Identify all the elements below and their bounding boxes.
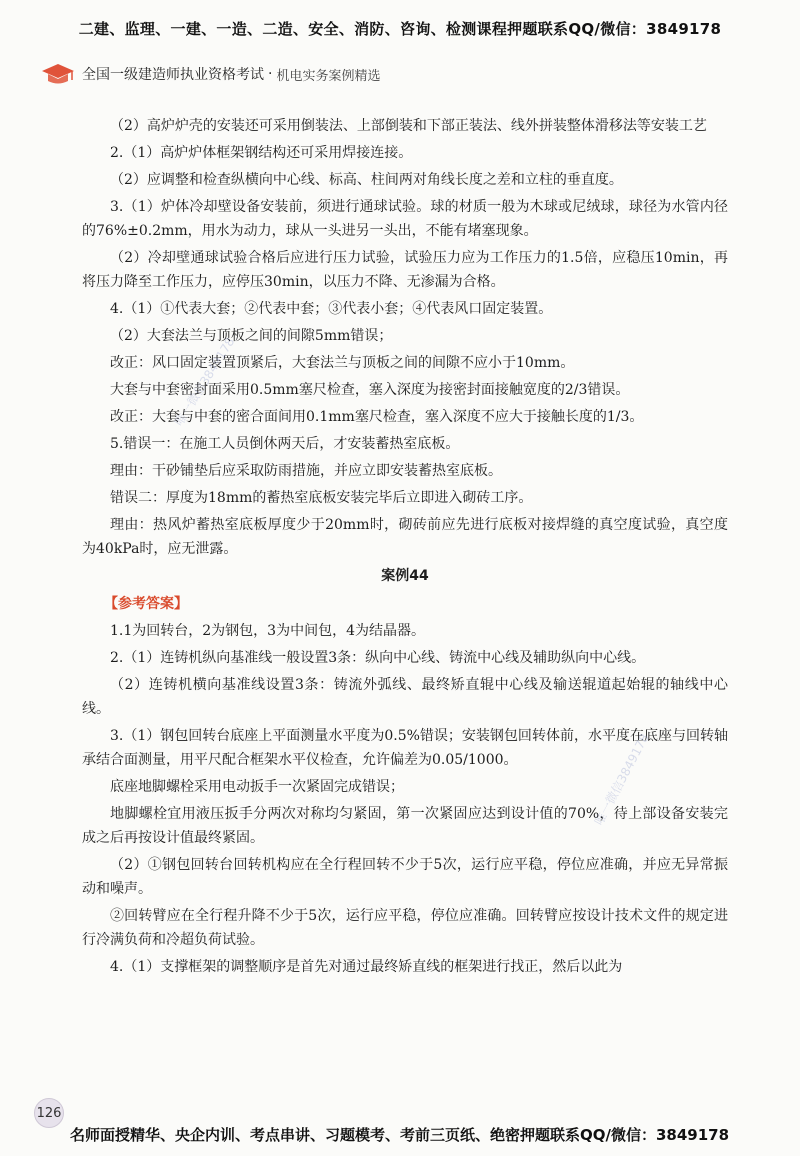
answer-paragraph: 2.（1）高炉炉体框架钢结构还可采用焊接连接。 (110, 145, 413, 161)
answer-paragraph: 大套与中套密封面采用0.5mm塞尺检查，塞入深度为接密封面接触宽度的2/3错误。 (110, 382, 630, 398)
answer-paragraph: （2）大套法兰与顶板之间的间隙5mm错误； (110, 328, 393, 344)
answer-paragraph: 理由：干砂铺垫后应采取防雨措施，并应立即安装蓄热室底板。 (110, 463, 502, 479)
reference-answer-label: 【参考答案】 (104, 596, 188, 612)
graduation-cap-icon (40, 62, 76, 86)
title-separator: · (268, 66, 273, 82)
answer-paragraph: （2）①钢包回转台回转机构应在全行程回转不少于5次，运行应平稳，停位应准确，并应无异常振动和噪声。 (82, 857, 728, 897)
answer-paragraph: 4.（1）支撑框架的调整顺序是首先对通过最终矫直线的框架进行找正，然后以此为 (110, 959, 623, 975)
answer-paragraph: 错误二：厚度为18mm的蓄热室底板安装完毕后立即进入砌砖工序。 (110, 490, 533, 506)
answer-paragraph: （2）高炉炉壳的安装还可采用倒装法、上部倒装和下部正装法、线外拼装整体滑移法等安装工艺 (110, 118, 707, 134)
answer-paragraph: 底座地脚螺栓采用电动扳手一次紧固完成错误； (110, 779, 404, 795)
page-content (82, 114, 728, 982)
answer-paragraph: 改正：大套与中套的密合面间用0.1mm塞尺检查，塞入深度不应大于接触长度的1/3。 (110, 409, 644, 425)
page-number: 126 (34, 1098, 64, 1128)
book-header (40, 62, 380, 86)
answer-paragraph: 3.（1）钢包回转台底座上平面测量水平度为0.5%错误；安装钢包回转体前，水平度在底座与回转轴承结合面测量，用平尺配合框架水平仪检查，允许偏差为0.05/1000。 (82, 728, 728, 768)
case-heading: 案例44 (381, 568, 429, 584)
answer-paragraph: 地脚螺栓宜用液压扳手分两次对称均匀紧固，第一次紧固应达到设计值的70%，待上部设备安装完成之后再按设计值最终紧固。 (82, 806, 728, 846)
top-promo-banner: 二建、监理、一建、一造、二造、安全、消防、咨询、检测课程押题联系QQ/微信：3849178 (78, 20, 722, 38)
book-title: 全国一级建造师执业资格考试 (82, 67, 264, 83)
answer-paragraph: ②回转臂应在全行程升降不少于5次，运行应平稳，停位应准确。回转臂应按设计技术文件的规定进行冷满负荷和冷超负荷试验。 (82, 908, 728, 948)
answer-paragraph: 3.（1）炉体冷却壁设备安装前，须进行通球试验。球的材质一般为木球或尼绒球，球径为水管内径的76%±0.2mm，用水为动力，球从一头进另一头出，不能有堵塞现象。 (82, 199, 728, 239)
answer-paragraph: 5.错误一：在施工人员倒休两天后，才安装蓄热室底板。 (110, 436, 460, 452)
answer-paragraph: 改正：风口固定装置顶紧后，大套法兰与顶板之间的间隙不应小于10mm。 (110, 355, 575, 371)
answer-paragraph: 4.（1）①代表大套；②代表中套；③代表小套；④代表风口固定装置。 (110, 301, 553, 317)
book-subtitle: 机电实务案例精选 (276, 68, 381, 84)
answer-paragraph: 理由：热风炉蓄热室底板厚度少于20mm时，砌砖前应先进行底板对接焊缝的真空度试验，真空度为40kPa时，应无泄露。 (82, 517, 728, 557)
bottom-promo-banner: 名师面授精华、央企内训、考点串讲、习题模考、考前三页纸、绝密押题联系QQ/微信：3849178 (70, 1126, 730, 1144)
answer-paragraph: 2.（1）连铸机纵向基准线一般设置3条：纵向中心线、铸流中心线及辅助纵向中心线。 (110, 650, 646, 666)
answer-paragraph: （2）冷却壁通球试验合格后应进行压力试验，试验压力应为工作压力的1.5倍，应稳压10min，再将压力降至工作压力，应停压30min，以压力不降、无渗漏为合格。 (82, 250, 728, 290)
answer-paragraph: 1.1为回转台，2为钢包，3为中间包，4为结晶器。 (110, 623, 425, 639)
answer-paragraph: （2）应调整和检查纵横向中心线、标高、柱间两对角线长度之差和立柱的垂直度。 (110, 172, 623, 188)
watermark: 唯一微信3849178 (171, 335, 238, 429)
answer-paragraph: （2）连铸机横向基准线设置3条：铸流外弧线、最终矫直辊中心线及输送辊道起始辊的轴线中心线。 (82, 677, 728, 717)
watermark: 唯一微信3849178 (591, 731, 652, 828)
